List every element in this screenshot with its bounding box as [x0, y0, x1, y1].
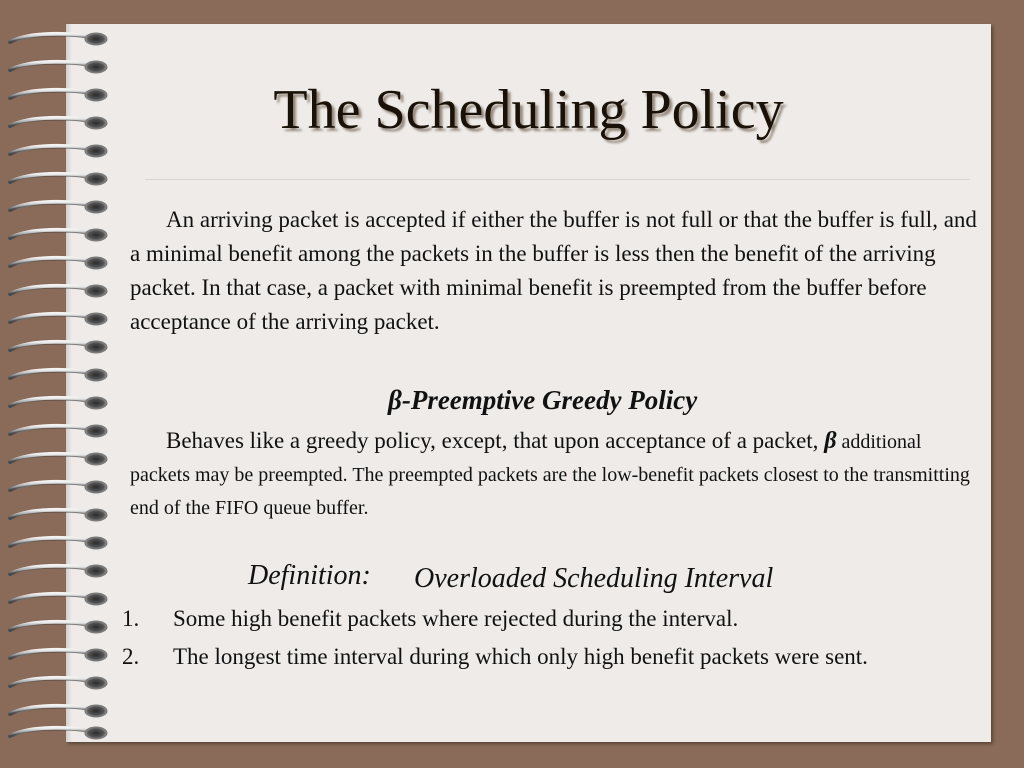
definition-term: Overloaded Scheduling Interval	[414, 563, 774, 594]
list-item-number: 2.	[122, 644, 140, 669]
list-item	[122, 645, 992, 669]
list-item-number: 1.	[122, 606, 140, 631]
list-item	[122, 607, 992, 631]
greedy-policy-text-2: additional packets may be preempted. The preempted packets are the low-benefit packets closest to the transmitting end of the FIFO queue buffer.	[130, 431, 970, 519]
slide-title: The Scheduling Policy	[273, 79, 784, 141]
greedy-policy-paragraph	[130, 425, 980, 524]
policy-subheading: β-Preemptive Greedy Policy	[388, 385, 698, 415]
definition-label: Definition:	[248, 560, 371, 591]
beta-symbol: β	[824, 428, 837, 454]
list-item-text: Some high benefit packets where rejected during the interval.	[173, 606, 739, 631]
title-divider	[145, 179, 970, 180]
definition-list	[122, 607, 992, 683]
accept-policy-paragraph: An arriving packet is accepted if either the buffer is not full or that the buffer is full, and a minimal benefit among the packets in the buffer is less then the benefit of the arriving packet. In that case, a packet with minimal benefit is preempted from the buffer before acceptance of the arriving packet.	[130, 207, 977, 334]
list-item-text: The longest time interval during which only high benefit packets were sent.	[173, 644, 868, 669]
greedy-policy-text-1: Behaves like a greedy policy, except, that upon acceptance of a packet,	[166, 428, 825, 453]
